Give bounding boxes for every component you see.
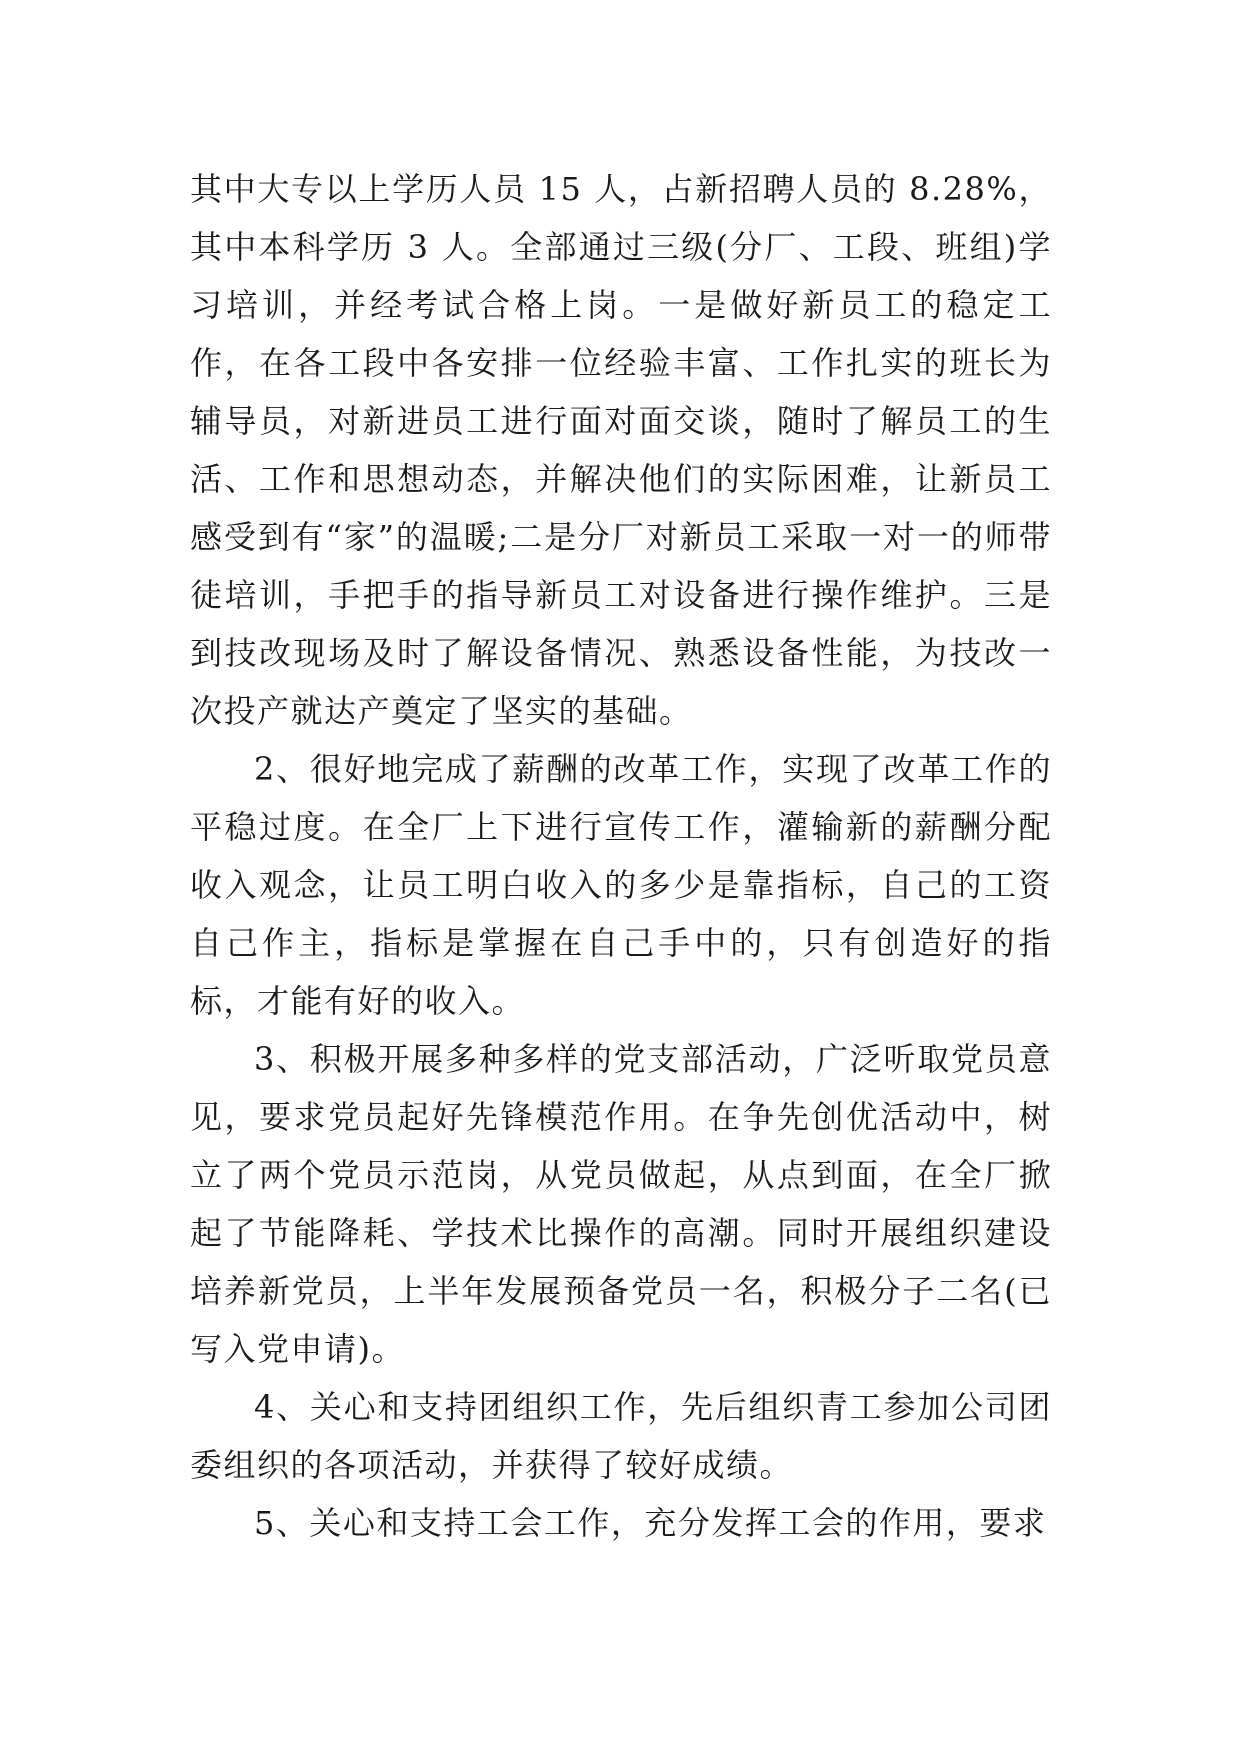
- paragraph-youth-league: 4、关心和支持团组织工作，先后组织青工参加公司团委组织的各项活动，并获得了较好成绩。: [190, 1388, 1052, 1484]
- document-body: [190, 160, 1052, 1552]
- paragraph-trade-union: 5、关心和支持工会工作，充分发挥工会的作用，要求: [254, 1504, 1047, 1542]
- paragraph-salary-reform: 2、很好地完成了薪酬的改革工作，实现了改革工作的平稳过度。在全厂上下进行宣传工作，灌输新的薪酬分配收入观念，让员工明白收入的多少是靠指标，自己的工资自己作主，指标是掌握在自己手中的，只有创造好的指标，才能有好的收入。: [190, 750, 1052, 1020]
- paragraph-new-staff-training: 其中大专以上学历人员 15 人，占新招聘人员的 8.28%，其中本科学历 3 人。全部通过三级(分厂、工段、班组)学习培训，并经考试合格上岗。一是做好新员工的稳定工作，在各工段中各安排一位经验丰富、工作扎实的班长为辅导员，对新进员工进行面对面交谈，随时了解员工的生活、工作和思想动态，并解决他们的实际困难，让新员工感受到有“家”的温暖;二是分厂对新员工采取一对一的师带徒培训，手把手的指导新员工对设备进行操作维护。三是到技改现场及时了解设备情况、熟悉设备性能，为技改一次投产就达产奠定了坚实的基础。: [190, 170, 1052, 730]
- paragraph-party-activities: 3、积极开展多种多样的党支部活动，广泛听取党员意见，要求党员起好先锋模范作用。在争先创优活动中，树立了两个党员示范岗，从党员做起，从点到面，在全厂掀起了节能降耗、学技术比操作的高潮。同时开展组织建设培养新党员，上半年发展预备党员一名，积极分子二名(已写入党申请)。: [190, 1040, 1052, 1368]
